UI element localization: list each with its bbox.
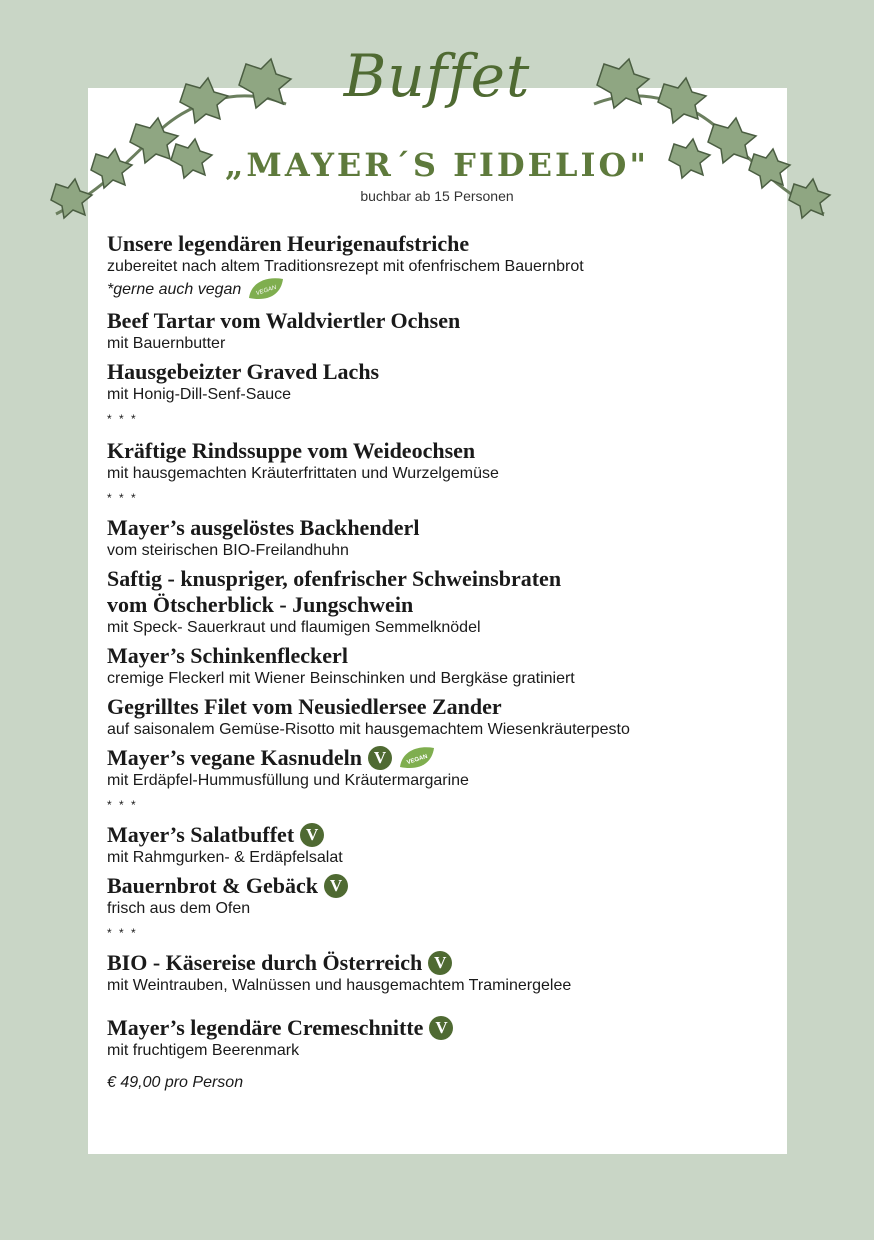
dish-title: Mayer’s vegane Kasnudeln [107,745,363,770]
price: € 49,00 pro Person [107,1074,244,1091]
dish-title: Mayer’s legendäre Cremeschnitte [107,1015,424,1040]
dish-title: Mayer’s Salatbuffet [107,822,295,847]
dish-title-row [107,1015,767,1041]
menu-item [107,822,767,867]
dish-title: Hausgebeizter Graved Lachs [107,359,380,384]
dish-description: mit Bauernbutter [107,335,226,352]
menu-item [107,566,767,637]
dish-title-row [107,745,767,771]
dish-title: Saftig - knuspriger, ofenfrischer Schweinsbraten [107,566,562,591]
dish-description: zubereitet nach altem Traditionsrezept mit ofenfrischem Bauernbrot [107,258,584,275]
menu-item [107,359,767,404]
dish-title-row [107,822,767,848]
menu-list [107,231,767,1092]
dish-description: auf saisonalem Gemüse-Risotto mit hausgemachtem Wiesenkräuterpesto [107,721,630,738]
menu-item [107,308,767,353]
vegan-leaf-icon [398,745,436,771]
vegetarian-icon: V [368,746,392,770]
dish-description: mit Honig-Dill-Senf-Sauce [107,386,292,403]
dish-title-line-2: vom Ötscherblick - Jungschwein [107,592,414,617]
menu-name: „MAYER´S FIDELIO" [225,146,649,184]
dish-description: frisch aus dem Ofen [107,900,251,917]
dish-title-row [107,873,767,899]
dish-description: cremige Fleckerl mit Wiener Beinschinken und Bergkäse gratiniert [107,670,575,687]
vegan-leaf-label: VEGAN [255,284,278,298]
menu-item [107,643,767,688]
section-separator: * * * [107,926,138,940]
dish-description: mit Rahmgurken- & Erdäpfelsalat [107,849,343,866]
dish-description: mit Speck- Sauerkraut und flaumigen Semmelknödel [107,619,481,636]
dish-description: mit Weintrauben, Walnüssen und hausgemachtem Traminergelee [107,977,572,994]
dish-description: mit hausgemachten Kräuterfrittaten und Wurzelgemüse [107,465,499,482]
menu-item [107,1015,767,1060]
vegan-leaf-icon [247,276,285,302]
menu-item [107,745,767,790]
vegetarian-icon: V [324,874,348,898]
menu-item [107,231,767,302]
menu-item [107,694,767,739]
dish-title: Bauernbrot & Gebäck [107,873,319,898]
dish-description: vom steirischen BIO-Freilandhuhn [107,542,349,559]
menu-item [107,438,767,483]
booking-note: buchbar ab 15 Personen [360,188,514,204]
dish-title: Beef Tartar vom Waldviertler Ochsen [107,308,461,333]
vegetarian-icon: V [428,951,452,975]
vegan-leaf-label: VEGAN [406,753,429,767]
dish-title: BIO - Käsereise durch Österreich [107,950,423,975]
dish-title: Mayer’s Schinkenfleckerl [107,643,348,668]
vegan-note-text: *gerne auch vegan [107,280,242,298]
page-title: Buffet [343,42,531,110]
dish-title-row [107,950,767,976]
menu-item [107,950,767,995]
dish-title: Kräftige Rindssuppe vom Weideochsen [107,438,476,463]
section-separator: * * * [107,798,138,812]
section-separator: * * * [107,491,138,505]
vegetarian-icon: V [300,823,324,847]
dish-title: Mayer’s ausgelöstes Backhenderl [107,515,420,540]
section-separator: * * * [107,412,138,426]
dish-description: mit fruchtigem Beerenmark [107,1042,300,1059]
vegan-note [107,276,767,302]
dish-title: Gegrilltes Filet vom Neusiedlersee Zander [107,694,502,719]
menu-item [107,515,767,560]
vegetarian-icon: V [429,1016,453,1040]
dish-description: mit Erdäpfel-Hummusfüllung und Kräutermargarine [107,772,469,789]
dish-title: Unsere legendären Heurigenaufstriche [107,231,470,256]
menu-item [107,873,767,918]
